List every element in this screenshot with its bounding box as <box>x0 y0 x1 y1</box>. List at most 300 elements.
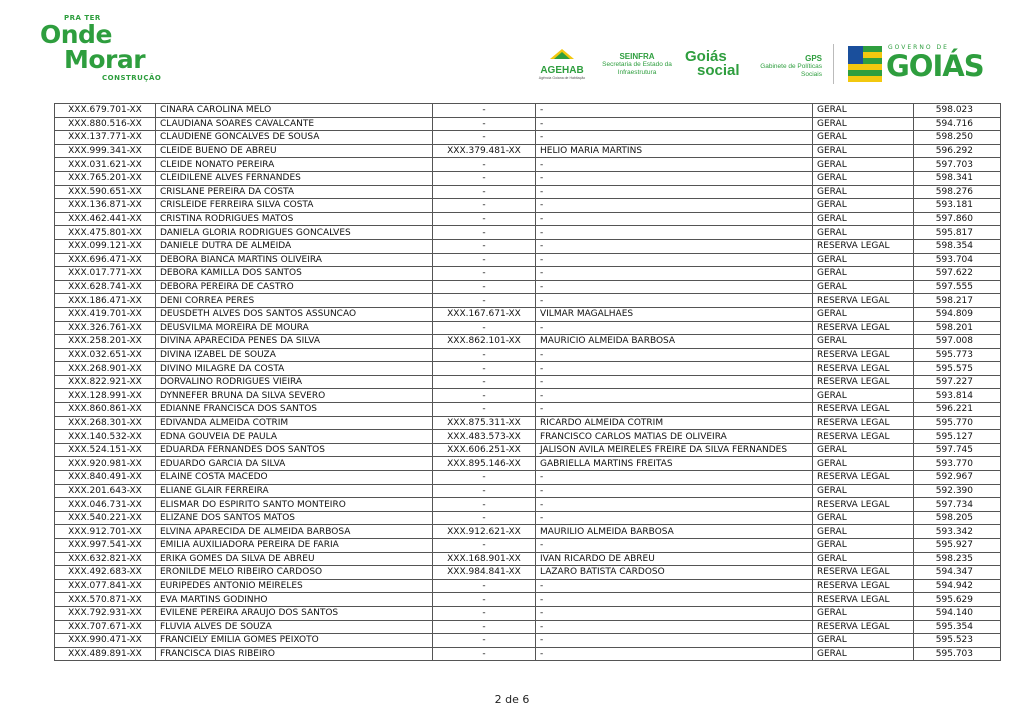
category-cell: GERAL <box>813 267 914 281</box>
spouse-name-cell: - <box>536 606 813 620</box>
name-cell: DENI CORREA PERES <box>156 294 433 308</box>
spouse-cpf-cell: - <box>433 226 536 240</box>
cpf-cell: XXX.880.516-XX <box>55 117 156 131</box>
table-row <box>55 539 1001 553</box>
spouse-name-cell: HELIO MARIA MARTINS <box>536 144 813 158</box>
category-cell: GERAL <box>813 484 914 498</box>
category-cell: RESERVA LEGAL <box>813 471 914 485</box>
category-cell: RESERVA LEGAL <box>813 566 914 580</box>
spouse-name-cell: - <box>536 253 813 267</box>
spouse-name-cell: - <box>536 294 813 308</box>
cpf-cell: XXX.017.771-XX <box>55 267 156 281</box>
table-row <box>55 348 1001 362</box>
category-cell: GERAL <box>813 525 914 539</box>
category-cell: GERAL <box>813 144 914 158</box>
spouse-cpf-cell: XXX.379.481-XX <box>433 144 536 158</box>
cpf-cell: XXX.128.991-XX <box>55 389 156 403</box>
table-body <box>55 104 1001 661</box>
score-cell: 598.201 <box>914 321 1001 335</box>
category-cell: RESERVA LEGAL <box>813 593 914 607</box>
score-cell: 595.629 <box>914 593 1001 607</box>
score-cell: 597.703 <box>914 158 1001 172</box>
goias-social-line2: social <box>697 62 740 79</box>
score-cell: 595.817 <box>914 226 1001 240</box>
spouse-name-cell: GABRIELLA MARTINS FREITAS <box>536 457 813 471</box>
spouse-cpf-cell: - <box>433 606 536 620</box>
score-cell: 593.704 <box>914 253 1001 267</box>
category-cell: GERAL <box>813 606 914 620</box>
governo-goias-logo <box>848 44 988 84</box>
table-row <box>55 593 1001 607</box>
category-cell: RESERVA LEGAL <box>813 498 914 512</box>
score-cell: 594.942 <box>914 579 1001 593</box>
spouse-name-cell: FRANCISCO CARLOS MATIAS DE OLIVEIRA <box>536 430 813 444</box>
category-cell: GERAL <box>813 185 914 199</box>
spouse-name-cell: - <box>536 484 813 498</box>
table-row <box>55 280 1001 294</box>
cpf-cell: XXX.268.901-XX <box>55 362 156 376</box>
spouse-name-cell: MAURICIO ALMEIDA BARBOSA <box>536 335 813 349</box>
table-row <box>55 362 1001 376</box>
table-row <box>55 212 1001 226</box>
spouse-cpf-cell: - <box>433 294 536 308</box>
goias-label: GOIÁS <box>886 49 984 83</box>
spouse-name-cell: - <box>536 471 813 485</box>
table-row <box>55 443 1001 457</box>
spouse-name-cell: - <box>536 199 813 213</box>
name-cell: CRISTINA RODRIGUES MATOS <box>156 212 433 226</box>
cpf-cell: XXX.077.841-XX <box>55 579 156 593</box>
table-row <box>55 471 1001 485</box>
table-row <box>55 620 1001 634</box>
score-cell: 596.221 <box>914 403 1001 417</box>
spouse-name-cell: MAURILIO ALMEIDA BARBOSA <box>536 525 813 539</box>
score-cell: 598.205 <box>914 511 1001 525</box>
table-row <box>55 117 1001 131</box>
score-cell: 598.341 <box>914 171 1001 185</box>
table-row <box>55 566 1001 580</box>
table-row <box>55 457 1001 471</box>
category-cell: GERAL <box>813 104 914 118</box>
spouse-cpf-cell: - <box>433 348 536 362</box>
score-cell: 595.575 <box>914 362 1001 376</box>
cpf-cell: XXX.840.491-XX <box>55 471 156 485</box>
category-cell: GERAL <box>813 511 914 525</box>
spouse-cpf-cell: - <box>433 253 536 267</box>
table-row <box>55 511 1001 525</box>
cpf-cell: XXX.679.701-XX <box>55 104 156 118</box>
category-cell: GERAL <box>813 253 914 267</box>
cpf-cell: XXX.765.201-XX <box>55 171 156 185</box>
name-cell: CRISLANE PEREIRA DA COSTA <box>156 185 433 199</box>
cpf-cell: XXX.632.821-XX <box>55 552 156 566</box>
name-cell: EVA MARTINS GODINHO <box>156 593 433 607</box>
score-cell: 595.927 <box>914 539 1001 553</box>
score-cell: 598.250 <box>914 131 1001 145</box>
name-cell: CLEIDE BUENO DE ABREU <box>156 144 433 158</box>
score-cell: 597.622 <box>914 267 1001 281</box>
score-cell: 597.227 <box>914 375 1001 389</box>
spouse-name-cell: LAZARO BATISTA CARDOSO <box>536 566 813 580</box>
category-cell: GERAL <box>813 307 914 321</box>
table-row <box>55 226 1001 240</box>
cpf-cell: XXX.999.341-XX <box>55 144 156 158</box>
name-cell: DEBORA KAMILLA DOS SANTOS <box>156 267 433 281</box>
name-cell: CRISLEIDE FERREIRA SILVA COSTA <box>156 199 433 213</box>
goias-social-logo <box>685 50 749 78</box>
cpf-cell: XXX.792.931-XX <box>55 606 156 620</box>
category-cell: GERAL <box>813 443 914 457</box>
score-cell: 598.235 <box>914 552 1001 566</box>
spouse-cpf-cell: - <box>433 158 536 172</box>
cpf-cell: XXX.696.471-XX <box>55 253 156 267</box>
seinfra-logo <box>598 52 676 77</box>
name-cell: CLAUDIENE GONCALVES DE SOUSA <box>156 131 433 145</box>
spouse-name-cell: - <box>536 634 813 648</box>
table-row <box>55 239 1001 253</box>
score-cell: 592.390 <box>914 484 1001 498</box>
table-row <box>55 171 1001 185</box>
page-header <box>0 0 1024 100</box>
table-row <box>55 185 1001 199</box>
spouse-cpf-cell: - <box>433 185 536 199</box>
category-cell: RESERVA LEGAL <box>813 430 914 444</box>
roof-icon <box>550 49 574 61</box>
category-cell: RESERVA LEGAL <box>813 321 914 335</box>
cpf-cell: XXX.997.541-XX <box>55 539 156 553</box>
cpf-cell: XXX.489.891-XX <box>55 647 156 661</box>
score-cell: 597.008 <box>914 335 1001 349</box>
table-row <box>55 498 1001 512</box>
spouse-cpf-cell: - <box>433 212 536 226</box>
spouse-cpf-cell: - <box>433 593 536 607</box>
brand-line1: Onde <box>40 20 112 49</box>
spouse-name-cell: - <box>536 239 813 253</box>
name-cell: ELISMAR DO ESPIRITO SANTO MONTEIRO <box>156 498 433 512</box>
table-row <box>55 321 1001 335</box>
brand-line2: Morar <box>64 45 146 74</box>
cpf-cell: XXX.492.683-XX <box>55 566 156 580</box>
agehab-name: AGEHAB <box>540 65 584 76</box>
table-row <box>55 552 1001 566</box>
category-cell: RESERVA LEGAL <box>813 375 914 389</box>
cpf-cell: XXX.590.651-XX <box>55 185 156 199</box>
spouse-cpf-cell: - <box>433 579 536 593</box>
score-cell: 595.354 <box>914 620 1001 634</box>
score-cell: 597.734 <box>914 498 1001 512</box>
spouse-cpf-cell: XXX.984.841-XX <box>433 566 536 580</box>
category-cell: RESERVA LEGAL <box>813 294 914 308</box>
spouse-cpf-cell: - <box>433 267 536 281</box>
spouse-name-cell: - <box>536 104 813 118</box>
spouse-cpf-cell: - <box>433 403 536 417</box>
cpf-cell: XXX.099.121-XX <box>55 239 156 253</box>
table-row <box>55 389 1001 403</box>
gps-sub: Gabinete de Políticas Sociais <box>760 63 822 78</box>
spouse-cpf-cell: XXX.875.311-XX <box>433 416 536 430</box>
score-cell: 597.745 <box>914 443 1001 457</box>
name-cell: DEUSDETH ALVES DOS SANTOS ASSUNCAO <box>156 307 433 321</box>
category-cell: RESERVA LEGAL <box>813 416 914 430</box>
name-cell: FLUVIA ALVES DE SOUZA <box>156 620 433 634</box>
spouse-cpf-cell: - <box>433 620 536 634</box>
cpf-cell: XXX.860.861-XX <box>55 403 156 417</box>
beneficiary-table-wrap <box>54 103 1000 661</box>
score-cell: 598.023 <box>914 104 1001 118</box>
table-row <box>55 158 1001 172</box>
name-cell: DANIELE DUTRA DE ALMEIDA <box>156 239 433 253</box>
category-cell: GERAL <box>813 131 914 145</box>
category-cell: GERAL <box>813 280 914 294</box>
spouse-cpf-cell: - <box>433 280 536 294</box>
score-cell: 598.354 <box>914 239 1001 253</box>
spouse-cpf-cell: XXX.862.101-XX <box>433 335 536 349</box>
name-cell: ELIANE GLAIR FERREIRA <box>156 484 433 498</box>
spouse-cpf-cell: - <box>433 239 536 253</box>
name-cell: EDUARDO GARCIA DA SILVA <box>156 457 433 471</box>
goias-social-line1: Goiás <box>685 48 727 65</box>
spouse-cpf-cell: - <box>433 511 536 525</box>
spouse-cpf-cell: - <box>433 498 536 512</box>
spouse-name-cell: - <box>536 226 813 240</box>
name-cell: DIVINA IZABEL DE SOUZA <box>156 348 433 362</box>
category-cell: GERAL <box>813 389 914 403</box>
beneficiary-table <box>54 103 1001 661</box>
cpf-cell: XXX.570.871-XX <box>55 593 156 607</box>
cpf-cell: XXX.707.671-XX <box>55 620 156 634</box>
spouse-cpf-cell: XXX.606.251-XX <box>433 443 536 457</box>
spouse-name-cell: - <box>536 375 813 389</box>
cpf-cell: XXX.032.651-XX <box>55 348 156 362</box>
category-cell: GERAL <box>813 335 914 349</box>
spouse-name-cell: - <box>536 389 813 403</box>
brand-top: PRA TER <box>64 14 101 22</box>
cpf-cell: XXX.140.532-XX <box>55 430 156 444</box>
spouse-cpf-cell: XXX.167.671-XX <box>433 307 536 321</box>
table-row <box>55 131 1001 145</box>
spouse-name-cell: JALISON AVILA MEIRELES FREIRE DA SILVA FERNANDES <box>536 443 813 457</box>
name-cell: DORVALINO RODRIGUES VIEIRA <box>156 375 433 389</box>
name-cell: ERIKA GOMES DA SILVA DE ABREU <box>156 552 433 566</box>
category-cell: RESERVA LEGAL <box>813 362 914 376</box>
category-cell: RESERVA LEGAL <box>813 348 914 362</box>
spouse-cpf-cell: - <box>433 104 536 118</box>
seinfra-name: SEINFRA <box>619 52 655 61</box>
cpf-cell: XXX.326.761-XX <box>55 321 156 335</box>
cpf-cell: XXX.540.221-XX <box>55 511 156 525</box>
score-cell: 593.814 <box>914 389 1001 403</box>
spouse-name-cell: - <box>536 267 813 281</box>
name-cell: DIVINO MILAGRE DA COSTA <box>156 362 433 376</box>
score-cell: 595.127 <box>914 430 1001 444</box>
name-cell: DEBORA PEREIRA DE CASTRO <box>156 280 433 294</box>
governo-label: GOVERNO DE <box>888 44 949 51</box>
score-cell: 598.217 <box>914 294 1001 308</box>
spouse-cpf-cell: - <box>433 634 536 648</box>
spouse-cpf-cell: - <box>433 484 536 498</box>
name-cell: ERONILDE MELO RIBEIRO CARDOSO <box>156 566 433 580</box>
name-cell: ELVINA APARECIDA DE ALMEIDA BARBOSA <box>156 525 433 539</box>
gps-name: GPS <box>805 54 822 63</box>
spouse-name-cell: - <box>536 647 813 661</box>
score-cell: 592.967 <box>914 471 1001 485</box>
table-row <box>55 525 1001 539</box>
gps-logo <box>758 54 822 79</box>
spouse-name-cell: - <box>536 117 813 131</box>
cpf-cell: XXX.990.471-XX <box>55 634 156 648</box>
spouse-cpf-cell: - <box>433 471 536 485</box>
category-cell: GERAL <box>813 457 914 471</box>
spouse-name-cell: - <box>536 321 813 335</box>
spouse-cpf-cell: XXX.483.573-XX <box>433 430 536 444</box>
spouse-name-cell: - <box>536 158 813 172</box>
score-cell: 594.809 <box>914 307 1001 321</box>
cpf-cell: XXX.137.771-XX <box>55 131 156 145</box>
spouse-cpf-cell: - <box>433 389 536 403</box>
spouse-name-cell: - <box>536 620 813 634</box>
page-number: 2 de 6 <box>494 693 530 706</box>
name-cell: EDIVANDA ALMEIDA COTRIM <box>156 416 433 430</box>
name-cell: FRANCISCA DIAS RIBEIRO <box>156 647 433 661</box>
spouse-name-cell: - <box>536 171 813 185</box>
spouse-name-cell: - <box>536 511 813 525</box>
score-cell: 596.292 <box>914 144 1001 158</box>
table-row <box>55 144 1001 158</box>
name-cell: CLEIDE NONATO PEREIRA <box>156 158 433 172</box>
agehab-sub: Agência Goiana de Habitação <box>538 76 586 80</box>
name-cell: EDIANNE FRANCISCA DOS SANTOS <box>156 403 433 417</box>
spouse-cpf-cell: XXX.912.621-XX <box>433 525 536 539</box>
category-cell: RESERVA LEGAL <box>813 239 914 253</box>
category-cell: RESERVA LEGAL <box>813 579 914 593</box>
table-row <box>55 579 1001 593</box>
cpf-cell: XXX.258.201-XX <box>55 335 156 349</box>
agehab-logo <box>533 48 591 81</box>
spouse-name-cell: VILMAR MAGALHAES <box>536 307 813 321</box>
cpf-cell: XXX.419.701-XX <box>55 307 156 321</box>
spouse-cpf-cell: - <box>433 131 536 145</box>
spouse-cpf-cell: - <box>433 171 536 185</box>
table-row <box>55 294 1001 308</box>
category-cell: GERAL <box>813 634 914 648</box>
score-cell: 597.860 <box>914 212 1001 226</box>
cpf-cell: XXX.524.151-XX <box>55 443 156 457</box>
score-cell: 595.770 <box>914 416 1001 430</box>
spouse-cpf-cell: - <box>433 375 536 389</box>
table-row <box>55 430 1001 444</box>
category-cell: GERAL <box>813 539 914 553</box>
cpf-cell: XXX.268.301-XX <box>55 416 156 430</box>
category-cell: GERAL <box>813 226 914 240</box>
spouse-cpf-cell: - <box>433 321 536 335</box>
table-row <box>55 253 1001 267</box>
category-cell: GERAL <box>813 212 914 226</box>
category-cell: GERAL <box>813 158 914 172</box>
table-row <box>55 634 1001 648</box>
table-row <box>55 267 1001 281</box>
score-cell: 594.140 <box>914 606 1001 620</box>
spouse-cpf-cell: - <box>433 117 536 131</box>
spouse-cpf-cell: - <box>433 362 536 376</box>
name-cell: EMILIA AUXILIADORA PEREIRA DE FARIA <box>156 539 433 553</box>
name-cell: ELIZANE DOS SANTOS MATOS <box>156 511 433 525</box>
name-cell: FRANCIELY EMILIA GOMES PEIXOTO <box>156 634 433 648</box>
spouse-name-cell: - <box>536 498 813 512</box>
score-cell: 598.276 <box>914 185 1001 199</box>
name-cell: EDUARDA FERNANDES DOS SANTOS <box>156 443 433 457</box>
cpf-cell: XXX.186.471-XX <box>55 294 156 308</box>
name-cell: CLAUDIANA SOARES CAVALCANTE <box>156 117 433 131</box>
category-cell: GERAL <box>813 117 914 131</box>
name-cell: DIVINA APARECIDA PENES DA SILVA <box>156 335 433 349</box>
spouse-cpf-cell: - <box>433 199 536 213</box>
score-cell: 593.181 <box>914 199 1001 213</box>
spouse-name-cell: - <box>536 579 813 593</box>
spouse-cpf-cell: XXX.168.901-XX <box>433 552 536 566</box>
table-row <box>55 375 1001 389</box>
name-cell: EVILENE PEREIRA ARAUJO DOS SANTOS <box>156 606 433 620</box>
cpf-cell: XXX.046.731-XX <box>55 498 156 512</box>
name-cell: CINARA CAROLINA MELO <box>156 104 433 118</box>
spouse-cpf-cell: XXX.895.146-XX <box>433 457 536 471</box>
cpf-cell: XXX.475.801-XX <box>55 226 156 240</box>
cpf-cell: XXX.136.871-XX <box>55 199 156 213</box>
logo-divider <box>833 44 834 84</box>
spouse-name-cell: RICARDO ALMEIDA COTRIM <box>536 416 813 430</box>
score-cell: 595.773 <box>914 348 1001 362</box>
category-cell: GERAL <box>813 647 914 661</box>
cpf-cell: XXX.920.981-XX <box>55 457 156 471</box>
spouse-name-cell: - <box>536 539 813 553</box>
spouse-name-cell: - <box>536 593 813 607</box>
spouse-name-cell: - <box>536 348 813 362</box>
cpf-cell: XXX.628.741-XX <box>55 280 156 294</box>
table-row <box>55 484 1001 498</box>
score-cell: 594.347 <box>914 566 1001 580</box>
spouse-name-cell: - <box>536 280 813 294</box>
table-row <box>55 647 1001 661</box>
cpf-cell: XXX.031.621-XX <box>55 158 156 172</box>
spouse-cpf-cell: - <box>433 539 536 553</box>
table-row <box>55 307 1001 321</box>
table-row <box>55 606 1001 620</box>
score-cell: 593.770 <box>914 457 1001 471</box>
score-cell: 597.555 <box>914 280 1001 294</box>
table-row <box>55 199 1001 213</box>
table-row <box>55 104 1001 118</box>
name-cell: EDNA GOUVEIA DE PAULA <box>156 430 433 444</box>
spouse-name-cell: - <box>536 362 813 376</box>
category-cell: GERAL <box>813 171 914 185</box>
name-cell: DANIELA GLORIA RODRIGUES GONCALVES <box>156 226 433 240</box>
spouse-name-cell: IVAN RICARDO DE ABREU <box>536 552 813 566</box>
category-cell: RESERVA LEGAL <box>813 620 914 634</box>
goias-flag-icon <box>848 46 882 82</box>
score-cell: 595.703 <box>914 647 1001 661</box>
name-cell: DYNNEFER BRUNA DA SILVA SEVERO <box>156 389 433 403</box>
score-cell: 595.523 <box>914 634 1001 648</box>
name-cell: DEUSVILMA MOREIRA DE MOURA <box>156 321 433 335</box>
pra-ter-onde-morar-logo <box>40 14 170 86</box>
seinfra-sub: Secretaria de Estado da Infraestrutura <box>602 61 672 76</box>
cpf-cell: XXX.201.643-XX <box>55 484 156 498</box>
spouse-name-cell: - <box>536 185 813 199</box>
name-cell: ELAINE COSTA MACEDO <box>156 471 433 485</box>
score-cell: 593.342 <box>914 525 1001 539</box>
table-row <box>55 416 1001 430</box>
score-cell: 594.716 <box>914 117 1001 131</box>
cpf-cell: XXX.822.921-XX <box>55 375 156 389</box>
